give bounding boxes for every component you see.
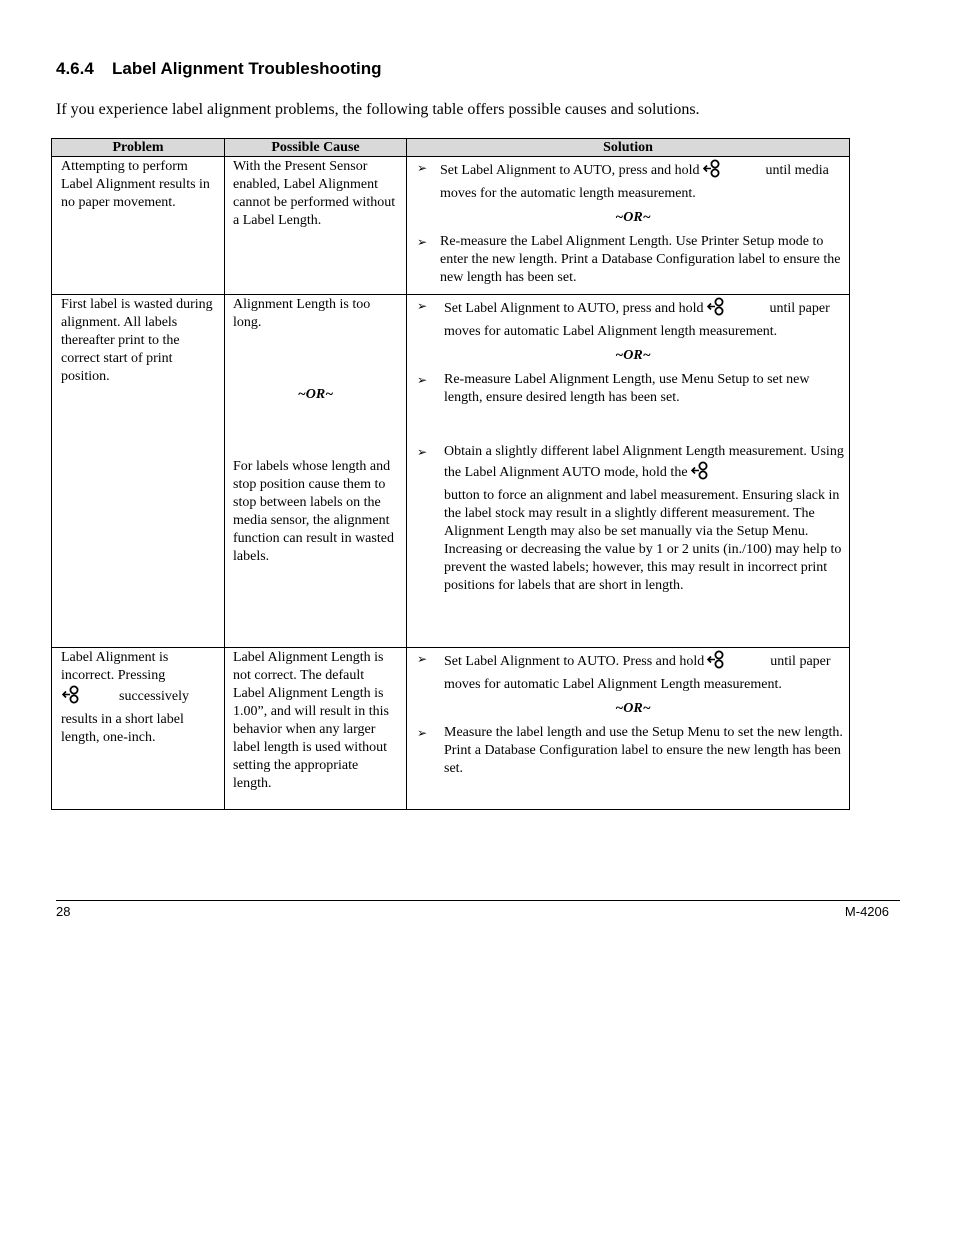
cause-cell (225, 295, 407, 648)
arrow-bullet-icon: ➢ (417, 235, 428, 249)
solution-bullet: ➢ Obtain a slightly different label Alignment Length measurement. Using the Label Alignment AUTO mode, hold the button to force an alignment and label measurement. Ensuring slack in the label stock may result in a slightly different measurement. The Alignment Length may also be set manually via the Setup Menu. Increasing or decreasing the value by 1 or 2 units (in./100) may help to prevent the wasted labels; however, this may result in incorrect print positions for labels that are short in length. (417, 444, 844, 593)
table-row (52, 157, 850, 295)
solution-cell (407, 648, 850, 810)
cause-cell: Label Alignment Length is not correct. The default Label Alignment Length is 1.00”, and will result in this behavior when any larger label length is used without setting the appropriate length. (225, 648, 407, 810)
section-heading (56, 59, 381, 79)
section-number: 4.6.4 (56, 59, 94, 78)
arrow-bullet-icon: ➢ (417, 161, 428, 175)
solution-bullet: ➢ Set Label Alignment to AUTO, press and hold until media moves for the automatic length measurement. (417, 161, 829, 201)
feed-button-icon (61, 685, 83, 711)
document-id: M-4206 (844, 904, 889, 919)
feed-button-icon (706, 650, 728, 676)
table-header-row (52, 139, 850, 157)
problem-cell: First label is wasted during alignment. All labels thereafter print to the correct start of print position. (52, 295, 225, 648)
table-row (52, 295, 850, 648)
problem-cell: Attempting to perform Label Alignment results in no paper movement. (52, 157, 225, 295)
feed-button-icon (702, 159, 724, 185)
header-problem: Problem (52, 139, 225, 157)
troubleshooting-table (51, 138, 850, 810)
table-row (52, 648, 850, 810)
arrow-bullet-icon: ➢ (417, 652, 428, 666)
intro-paragraph: If you experience label alignment problems, the following table offers possible causes and solutions. (56, 101, 700, 118)
solution-cell (407, 295, 850, 648)
or-separator: ~OR~ (615, 701, 651, 716)
header-cause: Possible Cause (225, 139, 407, 157)
arrow-bullet-icon: ➢ (417, 299, 428, 313)
or-separator: ~OR~ (615, 210, 651, 225)
solution-bullet: ➢ Re-measure Label Alignment Length, use Menu Setup to set new length, ensure desired length has been set. (417, 372, 810, 405)
solution-cell (407, 157, 850, 295)
problem-cell: Label Alignment is incorrect. Pressing successively results in a short label length, one-inch. (52, 648, 225, 810)
arrow-bullet-icon: ➢ (417, 445, 428, 459)
cause-text: Alignment Length is too long. (233, 297, 371, 330)
arrow-bullet-icon: ➢ (417, 373, 428, 387)
solution-bullet: ➢ Re-measure the Label Alignment Length. Use Printer Setup mode to enter the new length. Print a Database Configuration label to ensure the new length has been set. (417, 234, 841, 285)
solution-bullet: ➢ Set Label Alignment to AUTO. Press and hold until paper moves for automatic Label Alignment Length measurement. (417, 652, 831, 692)
section-title: Label Alignment Troubleshooting (112, 59, 382, 78)
arrow-bullet-icon: ➢ (417, 726, 428, 740)
or-separator: ~OR~ (297, 387, 334, 402)
cause-cell: With the Present Sensor enabled, Label Alignment cannot be performed without a Label Length. (225, 157, 407, 295)
or-separator: ~OR~ (615, 348, 651, 363)
header-solution: Solution (407, 139, 850, 157)
footer-rule (56, 900, 900, 901)
feed-button-icon (690, 461, 712, 487)
page-number: 28 (56, 904, 71, 919)
feed-button-icon (706, 297, 728, 323)
cause-text: For labels whose length and stop position cause them to stop between labels on the media sensor, the alignment function can result in wasted labels. (233, 459, 394, 564)
solution-bullet: ➢ Set Label Alignment to AUTO, press and hold until paper moves for automatic Label Alignment length measurement. (417, 299, 830, 339)
solution-bullet: ➢ Measure the label length and use the Setup Menu to set the new length. Print a Database Configuration label to ensure the new length has been set. (417, 725, 843, 776)
